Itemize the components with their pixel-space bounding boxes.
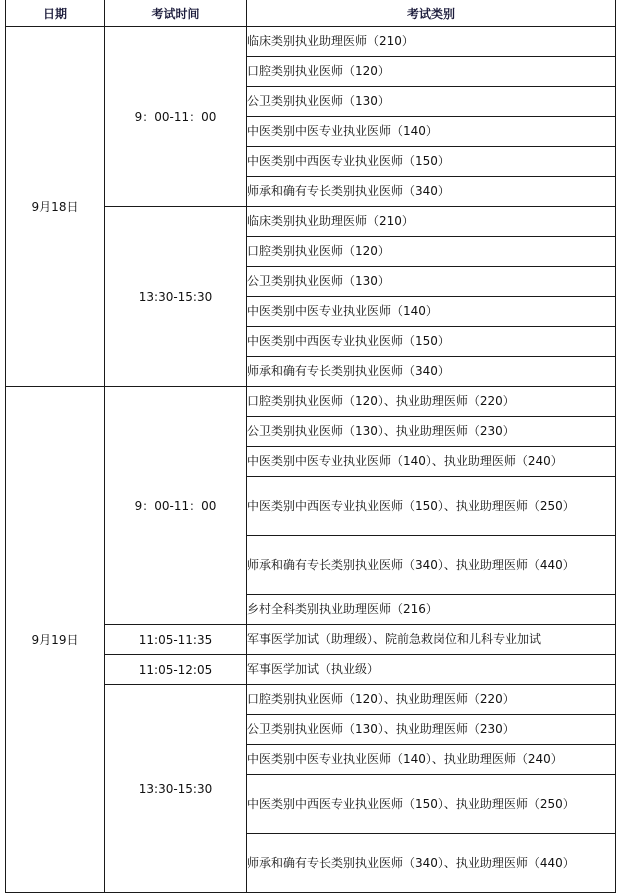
category-cell: 公卫类别执业医师（130）、执业助理医师（230） [247,417,616,447]
category-cell: 临床类别执业助理医师（210） [247,27,616,57]
category-cell: 中医类别中西医专业执业医师（150）、执业助理医师（250） [247,477,616,536]
table-row [6,27,616,57]
table-row [6,387,616,417]
category-cell: 师承和确有专长类别执业医师（340）、执业助理医师（440） [247,834,616,893]
category-cell: 口腔类别执业医师（120）、执业助理医师（220） [247,387,616,417]
time-cell: 11:05-12:05 [105,655,247,685]
time-cell: 11:05-11:35 [105,625,247,655]
category-cell: 中医类别中西医专业执业医师（150）、执业助理医师（250） [247,775,616,834]
category-cell: 师承和确有专长类别执业医师（340）、执业助理医师（440） [247,536,616,595]
time-cell: 13:30-15:30 [105,685,247,893]
time-cell: 13:30-15:30 [105,207,247,387]
category-cell: 军事医学加试（助理级）、院前急救岗位和儿科专业加试 [247,625,616,655]
date-cell: 9月18日 [6,27,105,387]
header-time: 考试时间 [105,0,247,27]
category-cell: 口腔类别执业医师（120）、执业助理医师（220） [247,685,616,715]
header-category: 考试类别 [247,0,616,27]
category-cell: 乡村全科类别执业助理医师（216） [247,595,616,625]
category-cell: 公卫类别执业医师（130）、执业助理医师（230） [247,715,616,745]
category-cell: 中医类别中医专业执业医师（140） [247,297,616,327]
category-cell: 中医类别中医专业执业医师（140）、执业助理医师（240） [247,447,616,477]
header-row [6,0,616,27]
category-cell: 中医类别中医专业执业医师（140） [247,117,616,147]
date-cell: 9月19日 [6,387,105,893]
category-cell: 师承和确有专长类别执业医师（340） [247,357,616,387]
header-date: 日期 [6,0,105,27]
category-cell: 公卫类别执业医师（130） [247,87,616,117]
time-cell: 9：00-11：00 [105,387,247,625]
exam-schedule-table [5,0,616,893]
category-cell: 中医类别中西医专业执业医师（150） [247,327,616,357]
time-cell: 9：00-11：00 [105,27,247,207]
category-cell: 口腔类别执业医师（120） [247,57,616,87]
category-cell: 军事医学加试（执业级） [247,655,616,685]
category-cell: 中医类别中医专业执业医师（140）、执业助理医师（240） [247,745,616,775]
category-cell: 临床类别执业助理医师（210） [247,207,616,237]
category-cell: 公卫类别执业医师（130） [247,267,616,297]
category-cell: 师承和确有专长类别执业医师（340） [247,177,616,207]
category-cell: 口腔类别执业医师（120） [247,237,616,267]
category-cell: 中医类别中西医专业执业医师（150） [247,147,616,177]
